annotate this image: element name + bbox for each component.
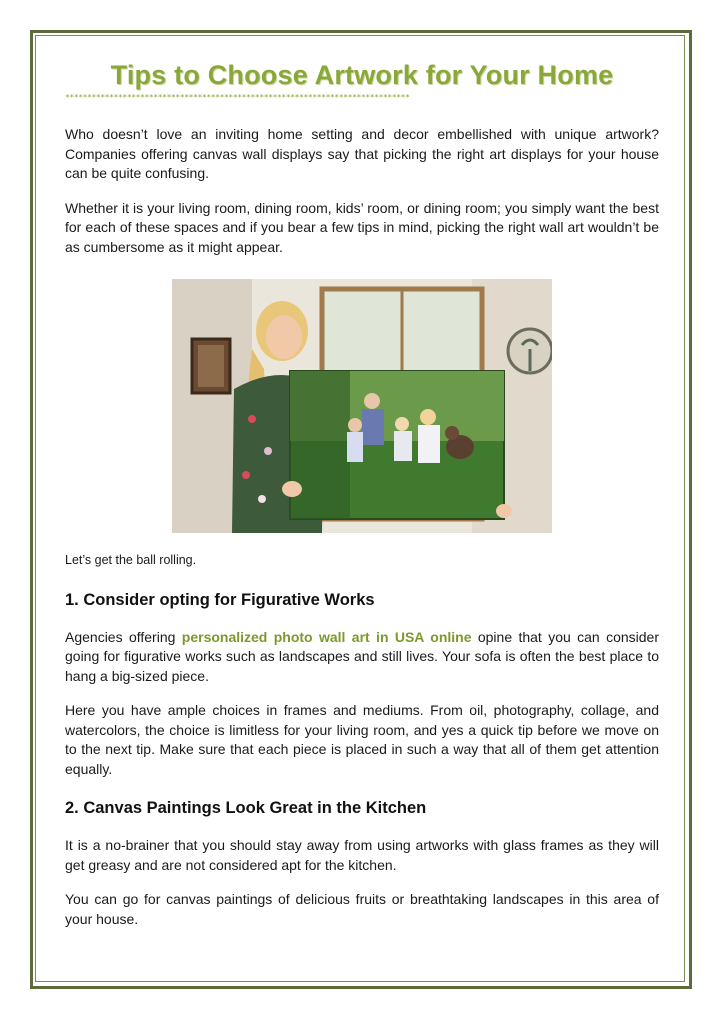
- section-2-paragraph-2: You can go for canvas paintings of delicious fruits or breathtaking landscapes in this area of your house.: [65, 891, 659, 927]
- section-1-heading: 1. Consider opting for Figurative Works: [65, 590, 375, 609]
- page-title: Tips to Choose Artwork for Your Home: [110, 60, 614, 90]
- document-page: [65, 60, 659, 929]
- section-1-text-before: Agencies offering: [65, 628, 182, 645]
- section-1-text-after: opine that you can consider going for figurative works such as landscapes and still lives. Your sofa is often the best place to hang a big-sized piece.: [65, 628, 659, 684]
- article-photo: [172, 279, 552, 533]
- section-1-paragraph-1: [65, 628, 659, 687]
- intro-paragraph-1: Who doesn’t love an inviting home setting and decor embellished with unique artwork? Companies offering canvas wall displays say that picking the right art displays for your house can be quite confusing.: [65, 126, 659, 181]
- intro-paragraph-2: Whether it is your living room, dining room, kids’ room, or dining room; you simply want the best for each of these spaces and if you bear a few tips in mind, picking the right wall art wouldn’t be as cumbersome as it might appear.: [65, 199, 659, 255]
- section-1-paragraph-2: Here you have ample choices in frames and mediums. From oil, photography, collage, and watercolors, the choice is limitless for your living room, and yes a quick tip before we move on to the next tip. Make sure that each piece is placed in such a way that all of them get attention equally.: [65, 702, 659, 777]
- section-2-paragraph-1: It is a no-brainer that you should stay away from using artworks with glass frames as they will get greasy and are not considered apt for the kitchen.: [65, 837, 659, 873]
- photo-illustration: [172, 279, 552, 533]
- title-divider: ******************************************************************************: [65, 93, 410, 102]
- section-2-heading: 2. Canvas Paintings Look Great in the Kitchen: [65, 799, 427, 817]
- photo-wall-art-link[interactable]: personalized photo wall art in USA online: [181, 628, 472, 645]
- lead-text: Let’s get the ball rolling.: [65, 553, 197, 567]
